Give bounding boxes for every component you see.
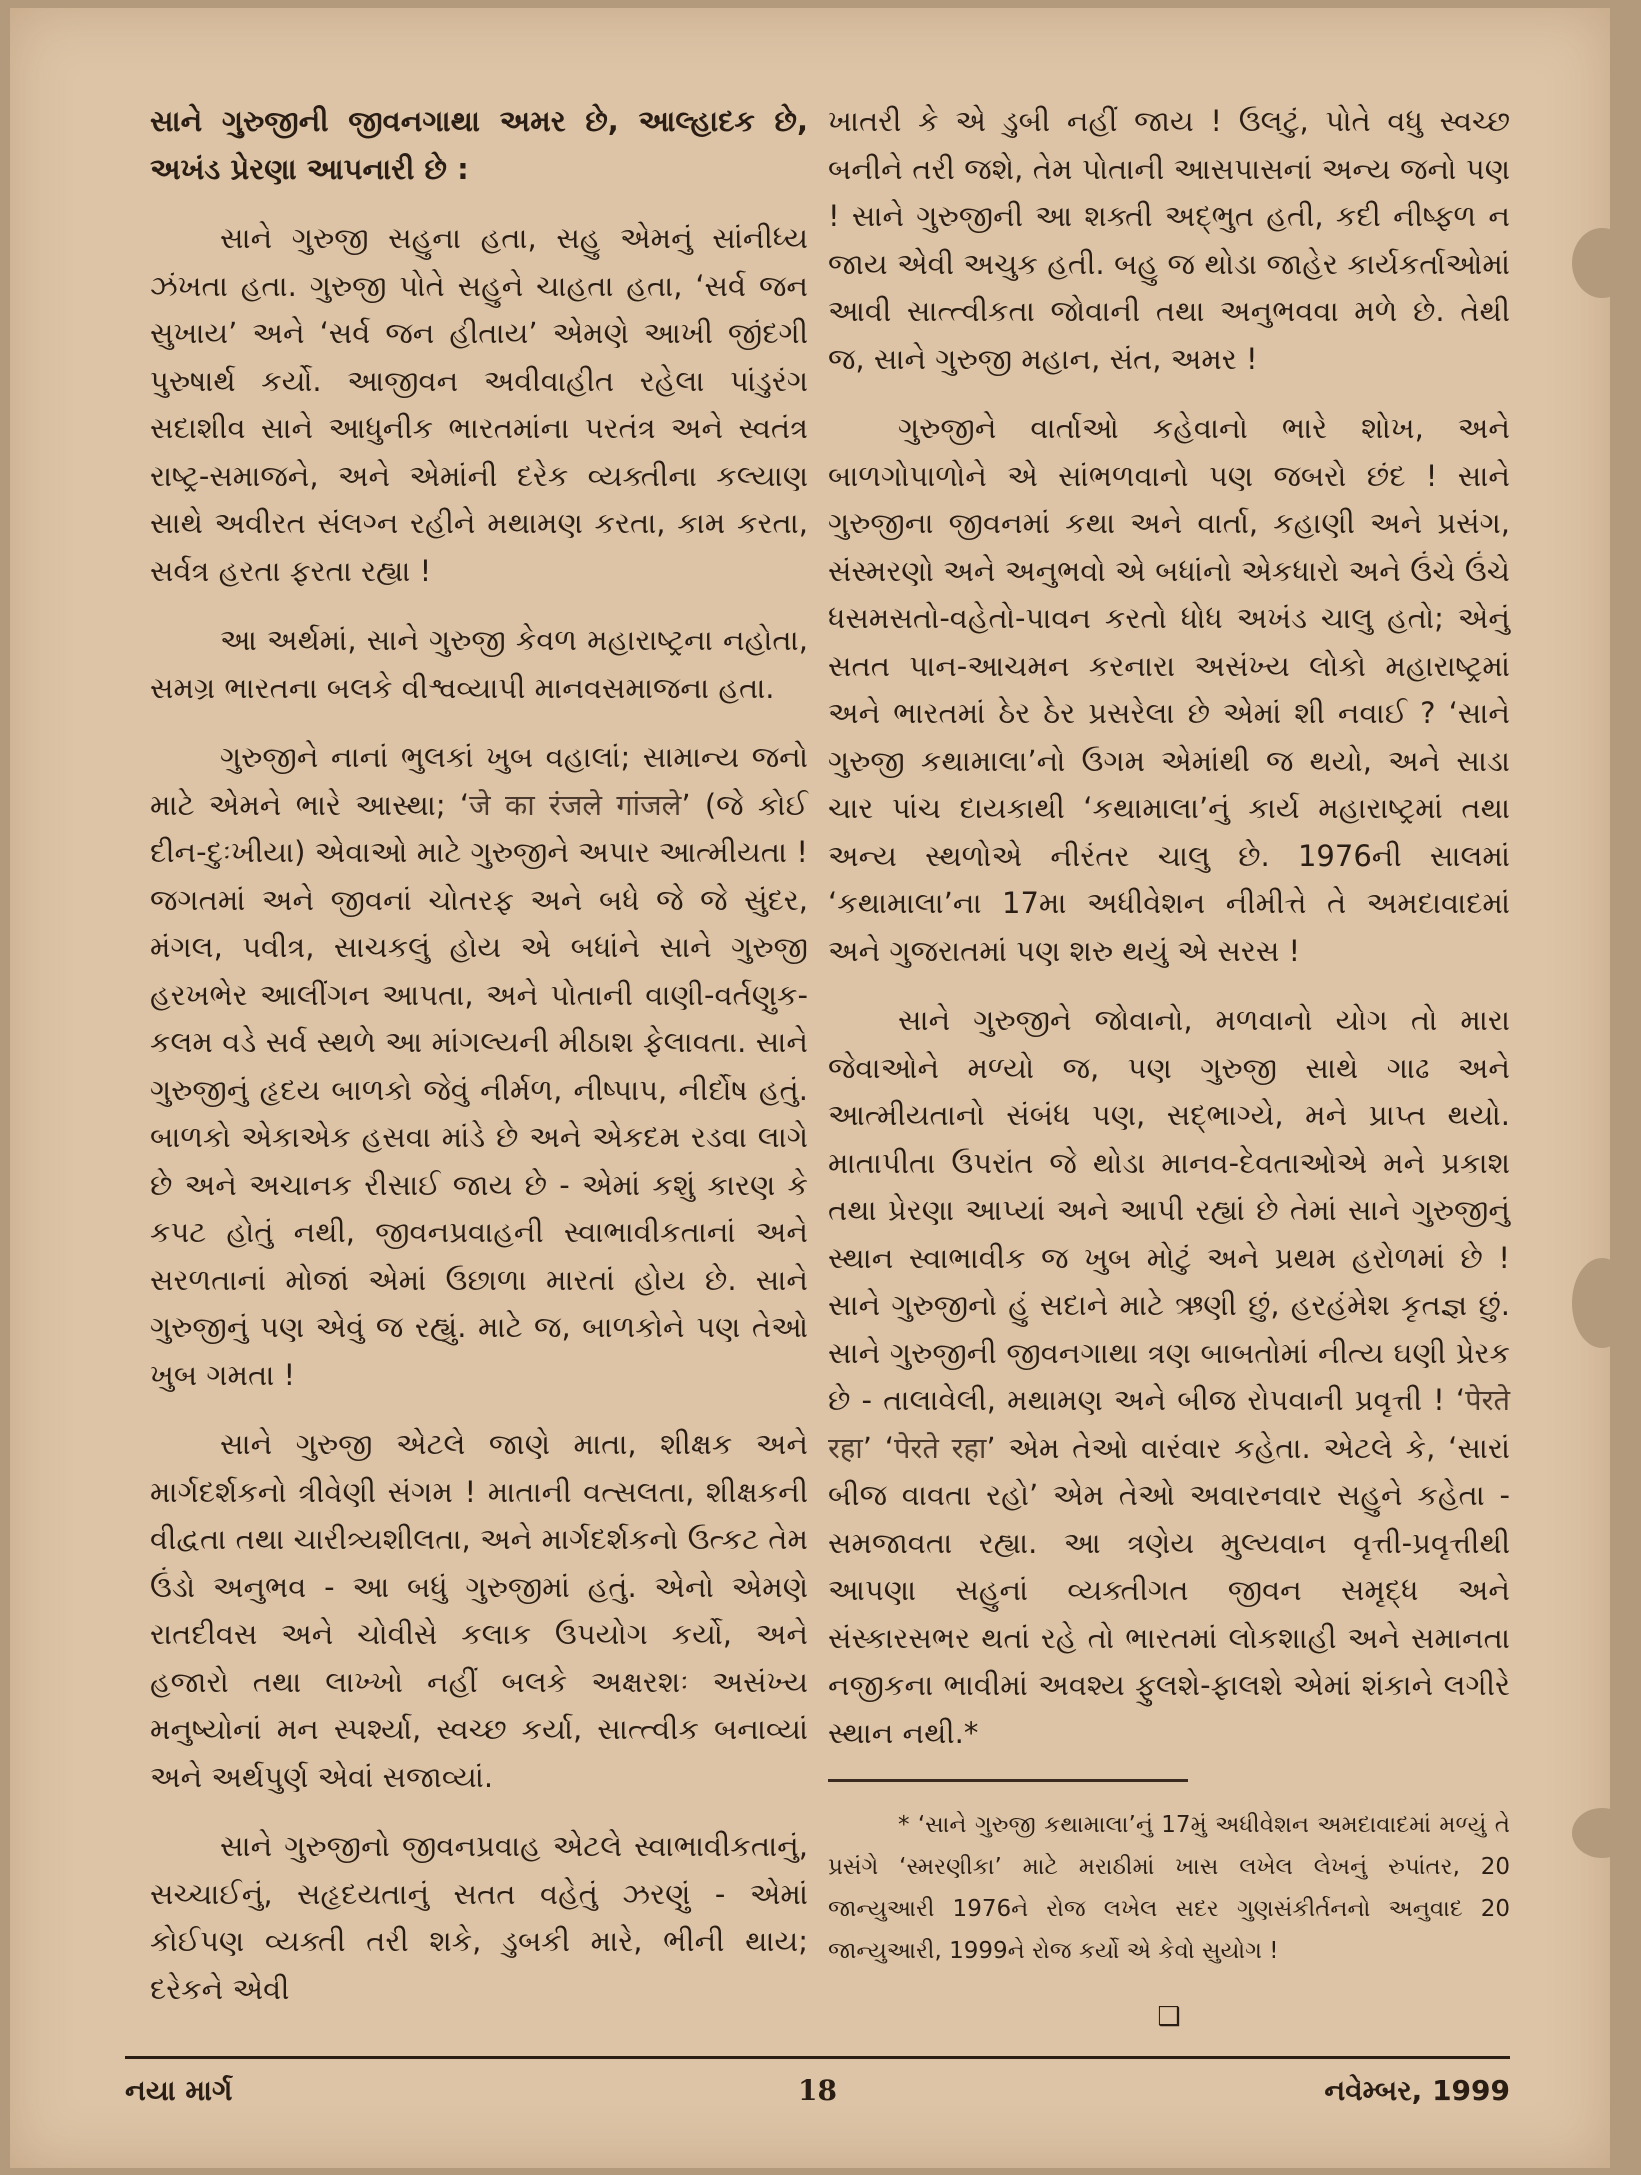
end-mark: ❑ xyxy=(1157,2002,1181,2032)
lead-paragraph: સાને ગુરુજીની જીવનગાથા અમર છે, આલ્હાદક છે, અખંડ પ્રેરણા આપનારી છે : xyxy=(150,104,808,186)
footnote-divider xyxy=(828,1779,1188,1782)
torn-edge xyxy=(1572,228,1632,298)
hindi-quote: पेरते रहा xyxy=(828,1383,1510,1465)
paragraph: સાને ગુરુજી સહુના હતા, સહુ એમનું સાંનીધ્ય ઝંખતા હતા. ગુરુજી પોતે સહુને ચાહતા હતા, ‘સર્વ જન સુખાય’ અને ‘સર્વ જન હીતાય’ એમણે આખી જીંદગી પુરુષાર્થ કર્યો. આજીવન અવીવાહીત રહેલા પાંડુરંગ સદાશીવ સાને આધુનીક ભારતમાંના પરતંત્ર અને સ્વતંત્ર રાષ્ટ્ર-સમાજને, અને એમાંની દરેક વ્યક્તીના કલ્યાણ સાથે અવીરત સંલગ્ન રહીને મથામણ કરતા, કામ કરતા, સર્વત્ર હરતા ફરતા રહ્યા ! xyxy=(150,221,808,588)
page-number: 18 xyxy=(798,2074,837,2107)
footer-divider xyxy=(125,2056,1510,2059)
paragraph xyxy=(150,734,808,1399)
paragraph xyxy=(828,997,1510,1757)
paragraph: ગુરુજીને વાર્તાઓ કહેવાનો ભારે શોખ, અને બાળગોપાળોને એ સાંભળવાનો પણ જબરો છંદ ! સાને ગુરુજીના જીવનમાં કથા અને વાર્તા, કહાણી અને પ્રસંગ, સંસ્મરણો અને અનુભવો એ બધાંનો એકધારો અને ઉંચે ઉંચે ધસમસતો-વહેતો-પાવન કરતો ધોધ અખંડ ચાલુ હતો; એનું સતત પાન-આચમન કરનારા અસંખ્ય લોકો મહારાષ્ટ્રમાં અને ભારતમાં ઠેર ઠેર પ્રસરેલા છે એમાં શી નવાઈ ? ‘સાને ગુરુજી કથામાલા’નો ઉગમ એમાંથી જ થયો, અને સાડા ચાર પાંચ દાયકાથી ‘કથામાલા’નું કાર્ય મહારાષ્ટ્રમાં તથા અન્ય સ્થળોએ નીરંતર ચાલુ છે. 1976ની સાલમાં ‘કથામાલા’ના 17મા અધીવેશન નીમીત્તે તે અમદાવાદમાં અને ગુજરાતમાં પણ શરુ થયું એ સરસ ! xyxy=(828,411,1510,968)
hindi-quote: पेरते रहा xyxy=(893,1430,987,1465)
paragraph: સાને ગુરુજીનો જીવનપ્રવાહ એટલે સ્વાભાવીકતાનું, સચ્ચાઈનું, સહૃદયતાનું સતત વહેતું ઝરણું - એમાં કોઈપણ વ્યક્તી તરી શકે, ડુબકી મારે, ભીની થાય; દરેકને એવી xyxy=(150,1829,808,2006)
text-run: સાને ગુરુજીને જોવાનો, મળવાનો યોગ તો મારા જેવાઓને મળ્યો જ, પણ ગુરુજી સાથે ગાઢ અને આત્મીયતાનો સંબંધ પણ, સદ્ભાગ્યે, મને પ્રાપ્ત થયો. માતાપીતા ઉપરાંત જે થોડા માનવ-દેવતાઓએ મને પ્રકાશ તથા પ્રેરણા આપ્યાં અને આપી રહ્યાં છે તેમાં સાને ગુરુજીનું સ્થાન સ્વાભાવીક જ ખુબ મોટું અને પ્રથમ હરોળમાં છે ! સાને ગુરુજીનો હું સદાને માટે ઋણી છું, હરહંમેશ કૃતજ્ઞ છું. સાને ગુરુજીની જીવનગાથા ત્રણ બાબતોમાં નીત્ય ઘણી પ્રેરક છે - તાલાવેલી, મથામણ અને બીજ રોપવાની પ્રવૃત્તી ! ‘ xyxy=(828,1003,1510,1417)
torn-edge xyxy=(1572,1808,1632,1858)
text-run: ’ (જે કોઈ દીન-દુઃખીયા) એવાઓ માટે ગુરુજીને અપાર આત્મીયતા ! જગતમાં અને જીવનાં ચોતરફ અને બધે જે જે સુંદર, મંગલ, પવીત્ર, સાચકલું હોય એ બધાંને સાને ગુરુજી હરખભેર આલીંગન આપતા, અને પોતાની વાણી-વર્તણુક-કલમ વડે સર્વ સ્થળે આ માંગલ્યની મીઠાશ ફેલાવતા. સાને ગુરુજીનું હૃદય બાળકો જેવું નીર્મળ, નીષ્પાપ, નીર્દોષ હતું. બાળકો એકાએક હસવા માંડે છે અને એકદમ રડવા લાગે છે અને અચાનક રીસાઈ જાય છે - એમાં કશું કારણ કે કપટ હોતું નથી, જીવનપ્રવાહની સ્વાભાવીકતાનાં અને સરળતાનાં મોજાં એમાં ઉછાળા મારતાં હોય છે. સાને ગુરુજીનું પણ એવું જ રહ્યું. માટે જ, બાળકોને પણ તેઓ ખુબ ગમતા ! xyxy=(150,787,809,1392)
paragraph: સાને ગુરુજી એટલે જાણે માતા, શીક્ષક અને માર્ગદર્શકનો ત્રીવેણી સંગમ ! માતાની વત્સલતા, શીક્ષકની વીદ્વતા તથા ચારીત્ર્યશીલતા, અને માર્ગદર્શકનો ઉત્કટ તેમ ઉંડો અનુભવ - આ બધું ગુરુજીમાં હતું. એનો એમણે રાતદીવસ અને ચોવીસે કલાક ઉપયોગ કર્યો, અને હજારો તથા લાખ્ખો નહીં બલકે અક્ષરશઃ અસંખ્ય મનુષ્યોનાં મન સ્પર્શ્યા, સ્વચ્છ કર્યા, સાત્ત્વીક બનાવ્યાં અને અર્થપુર્ણ એવાં સજાવ્યાં. xyxy=(150,1427,808,1794)
paragraph: આ અર્થમાં, સાને ગુરુજી કેવળ મહારાષ્ટ્રના નહોતા, સમગ્ર ભારતના બલકે વીશ્વવ્યાપી માનવસમાજના હતા. xyxy=(150,623,808,705)
right-column xyxy=(828,98,1510,2042)
paragraph: ખાતરી કે એ ડુબી નહીં જાય ! ઉલટું, પોતે વધુ સ્વચ્છ બનીને તરી જશે, તેમ પોતાની આસપાસનાં અન્ય જનો પણ ! સાને ગુરુજીની આ શક્તી અદ્ભુત હતી, કદી નીષ્ફળ ન જાય એવી અચુક હતી. બહુ જ થોડા જાહેર કાર્યકર્તાઓમાં આવી સાત્ત્વીકતા જોવાની તથા અનુભવવા મળે છે. તેથી જ, સાને ગુરુજી મહાન, સંત, અમર ! xyxy=(828,104,1510,376)
hindi-quote: जे का रंजले गांजले xyxy=(469,787,682,822)
left-column xyxy=(150,98,808,2035)
text-run: ’ ‘ xyxy=(862,1430,894,1465)
torn-edge xyxy=(1572,1258,1632,1348)
magazine-name: નયા માર્ગ xyxy=(125,2074,233,2107)
issue-date: નવેમ્બર, 1999 xyxy=(1324,2074,1510,2107)
magazine-page xyxy=(10,8,1610,2168)
text-run: ગુરુજીને નાનાં ભુલકાં ખુબ વહાલાં; સામાન્ય જનો માટે એમને ભારે આસ્થા; ‘ xyxy=(150,740,808,822)
text-run: ’ એમ તેઓ વારંવાર કહેતા. એટલે કે, ‘સારાં બીજ વાવતા રહો’ એમ તેઓ અવારનવાર સહુને કહેતા - સમજાવતા રહ્યા. આ ત્રણેય મુલ્યવાન વૃત્તી-પ્રવૃત્તીથી આપણા સહુનાં વ્યક્તીગત જીવન સમૃદ્ધ અને સંસ્કારસભર થતાં રહે તો ભારતમાં લોકશાહી અને સમાનતા નજીકના ભાવીમાં અવશ્ય ફુલશે-ફાલશે એમાં શંકાને લગીરે સ્થાન નથી.* xyxy=(828,1430,1511,1750)
footnote: * ‘સાને ગુરુજી કથામાલા’નું 17મું અધીવેશન અમદાવાદમાં મળ્યું તે પ્રસંગે ‘સ્મરણીકા’ માટે મરાઠીમાં ખાસ લખેલ લેખનું રુપાંતર, 20 જાન્યુઆરી 1976ને રોજ લખેલ સદર ગુણસંકીર્તનનો અનુવાદ 20 જાન્યુઆરી, 1999ને રોજ કર્યો એ કેવો સુયોગ ! xyxy=(828,1812,1510,1964)
